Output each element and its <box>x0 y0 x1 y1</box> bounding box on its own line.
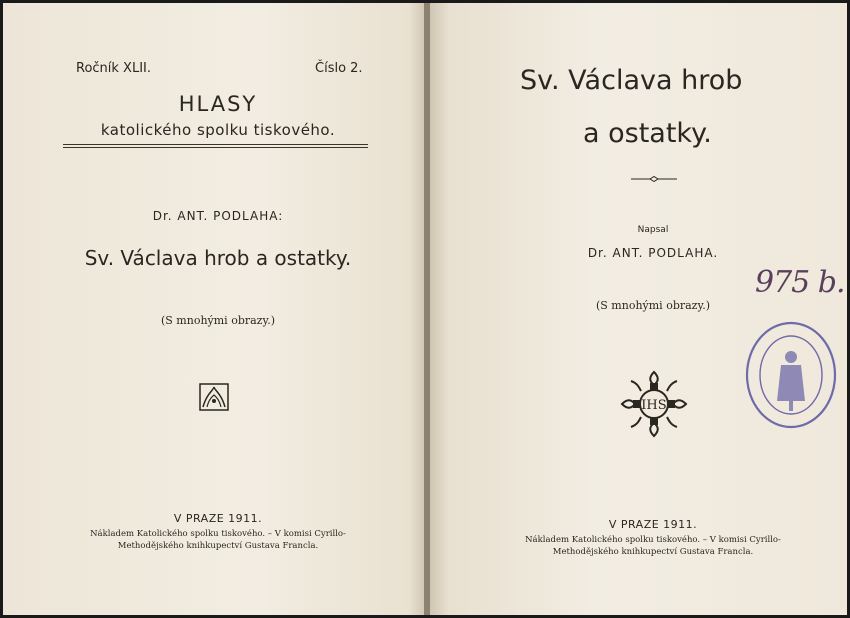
double-rule-bottom <box>63 147 368 148</box>
author-name-right: Dr. ANT. PODLAHA. <box>587 246 719 260</box>
double-rule-top <box>63 144 368 145</box>
author-name-left: Dr. ANT. PODLAHA: <box>152 209 284 223</box>
ornament-icon <box>199 383 229 411</box>
publisher-line-1: Nákladem Katolického spolku tiskového. – V komisi Cyrillo- <box>525 535 781 545</box>
library-stamp-icon <box>745 321 837 429</box>
book-spread <box>3 3 847 615</box>
ihs-cross-emblem-icon <box>619 369 689 439</box>
handwritten-shelf-number: 975 b. <box>755 265 845 300</box>
publisher-info-left <box>63 528 373 552</box>
publisher-info-right <box>498 534 808 558</box>
book-title-line-2: a ostatky. <box>583 118 712 149</box>
place-year-right: V PRAZE 1911. <box>608 518 698 531</box>
book-gutter <box>424 3 430 615</box>
issue-label: Číslo 2. <box>315 61 363 76</box>
subtitle-left: (S mnohými obrazy.) <box>160 314 276 327</box>
divider-ornament-icon <box>631 176 677 182</box>
publisher-line-2: Methodějského knihkupectví Gustava Francla. <box>552 547 754 557</box>
series-title: HLASY <box>178 92 258 116</box>
book-title-left: Sv. Václava hrob a ostatky. <box>84 246 352 270</box>
place-year-left: V PRAZE 1911. <box>173 512 263 525</box>
by-label: Napsal <box>637 225 669 235</box>
publisher-line-2: Methodějského knihkupectví Gustava Francla. <box>117 541 319 551</box>
series-subtitle: katolického spolku tiskového. <box>100 121 336 139</box>
svg-text:IHS: IHS <box>641 398 667 413</box>
subtitle-right: (S mnohými obrazy.) <box>595 299 711 312</box>
publisher-line-1: Nákladem Katolického spolku tiskového. – V komisi Cyrillo- <box>90 529 346 539</box>
book-title-line-1: Sv. Václava hrob <box>520 65 743 96</box>
volume-label: Ročník XLII. <box>76 61 152 76</box>
